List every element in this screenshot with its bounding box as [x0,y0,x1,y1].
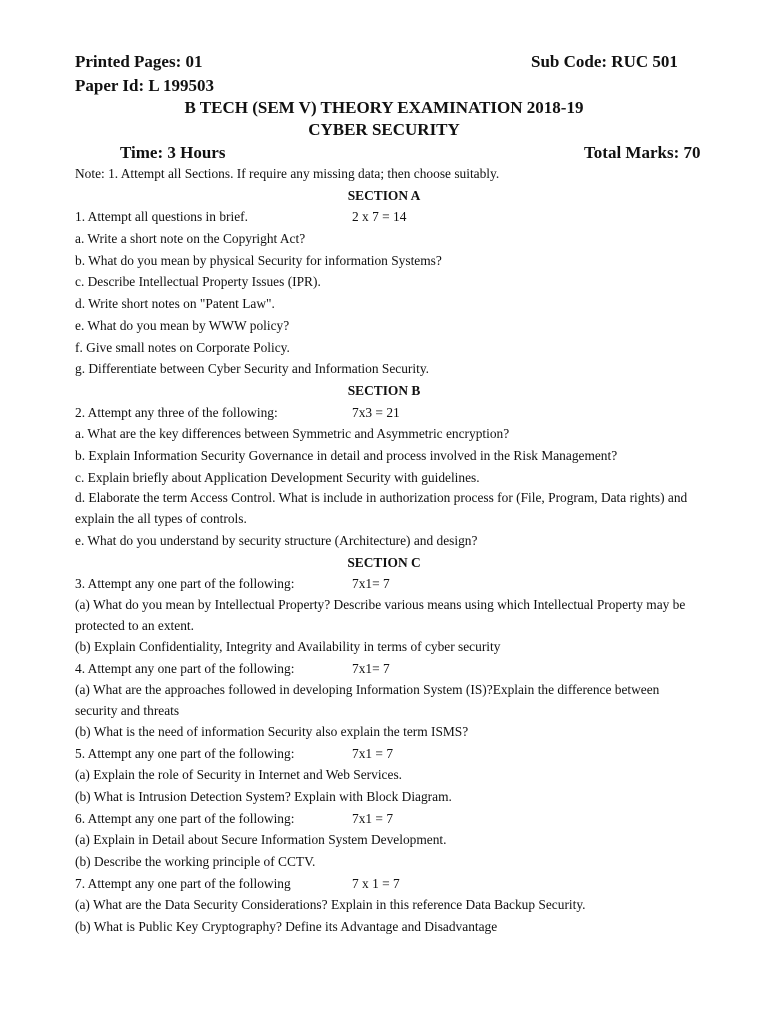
question-3b: (b) Explain Confidentiality, Integrity and Availability in terms of cyber security [75,639,501,654]
subject-title: CYBER SECURITY [308,120,460,139]
section-b-marks: 7x3 = 21 [352,405,400,420]
question-1f: f. Give small notes on Corporate Policy. [75,340,290,355]
q7-marks: 7 x 1 = 7 [352,876,400,891]
question-6a: (a) Explain in Detail about Secure Information System Development. [75,832,447,847]
exam-time: Time: 3 Hours [120,143,226,162]
section-a-instruction: 1. Attempt all questions in brief. [75,209,248,224]
note: Note: 1. Attempt all Sections. If require any missing data; then choose suitably. [75,166,500,181]
question-6b: (b) Describe the working principle of CCTV. [75,854,316,869]
exam-title: B TECH (SEM V) THEORY EXAMINATION 2018-19 [184,98,584,117]
question-4a: (a) What are the approaches followed in developing Information System (IS)?Explain the difference between security and threats [75,682,660,718]
question-2d: d. Elaborate the term Access Control. What is include in authorization process for (File, Program, Data rights) and explain the all types of controls. [75,490,688,526]
section-b-title: SECTION B [347,383,421,398]
q4-marks: 7x1= 7 [352,661,390,676]
question-5a: (a) Explain the role of Security in Internet and Web Services. [75,767,403,782]
paper-id: Paper Id: L 199503 [75,76,215,95]
question-7a: (a) What are the Data Security Considerations? Explain in this reference Data Backup Security. [75,897,586,912]
question-1c: c. Describe Intellectual Property Issues (IPR). [75,274,321,289]
q5-marks: 7x1 = 7 [352,746,394,761]
question-2a: a. What are the key differences between Symmetric and Asymmetric encryption? [75,426,510,441]
question-2c: c. Explain briefly about Application Development Security with guidelines. [75,470,480,485]
question-4b: (b) What is the need of information Security also explain the term ISMS? [75,724,469,739]
q5-instruction: 5. Attempt any one part of the following: [75,746,295,761]
q6-instruction: 6. Attempt any one part of the following: [75,811,295,826]
question-2b: b. Explain Information Security Governance in detail and process involved in the Risk Management? [75,448,618,463]
question-2e: e. What do you understand by security structure (Architecture) and design? [75,533,478,548]
question-7b: (b) What is Public Key Cryptography? Define its Advantage and Disadvantage [75,919,498,934]
section-a-title: SECTION A [347,188,421,203]
q7-instruction: 7. Attempt any one part of the following [75,876,291,891]
sub-code: Sub Code: RUC 501 [531,52,678,71]
q3-instruction: 3. Attempt any one part of the following: [75,576,295,591]
section-c-title: SECTION C [347,555,421,570]
q4-instruction: 4. Attempt any one part of the following: [75,661,295,676]
section-b-instruction: 2. Attempt any three of the following: [75,405,278,420]
question-1b: b. What do you mean by physical Security for information Systems? [75,253,442,268]
question-5b: (b) What is Intrusion Detection System? Explain with Block Diagram. [75,789,452,804]
question-1a: a. Write a short note on the Copyright Act? [75,231,306,246]
section-a-marks: 2 x 7 = 14 [352,209,407,224]
question-1d: d. Write short notes on "Patent Law". [75,296,275,311]
q6-marks: 7x1 = 7 [352,811,394,826]
question-3a: (a) What do you mean by Intellectual Property? Describe various means using which Intellectual Property may be protected to an extent. [75,597,686,633]
question-1g: g. Differentiate between Cyber Security and Information Security. [75,361,429,376]
q3-marks: 7x1= 7 [352,576,390,591]
printed-pages: Printed Pages: 01 [75,52,203,71]
total-marks: Total Marks: 70 [584,143,701,162]
question-1e: e. What do you mean by WWW policy? [75,318,290,333]
